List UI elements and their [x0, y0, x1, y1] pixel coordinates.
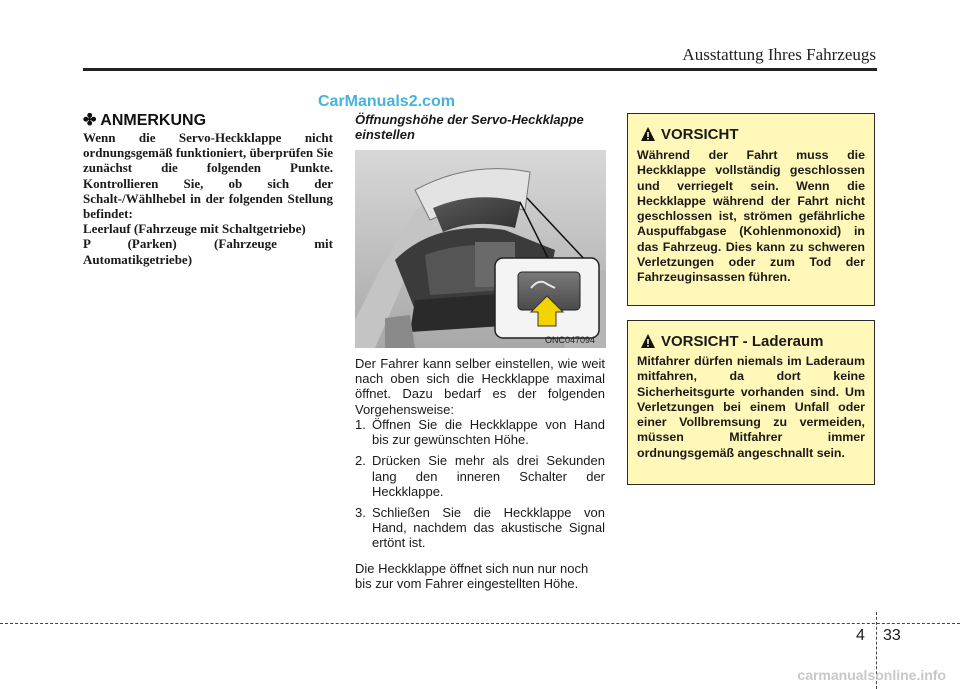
- warning-title: VORSICHT: [661, 126, 739, 143]
- step-number: 3.: [355, 505, 366, 521]
- warning-body: Mitfahrer dürfen niemals im Laderaum mitfahren, da dort keine Sicherheitsgurte vorhanden sind. Um Verletzungen bei einem Unfall oder einer Vollbremsung zu vermeiden, müssen Mitfahrer immer ordnungsgemäß angeschnallt sein.: [637, 354, 865, 460]
- header-rule: [83, 68, 877, 71]
- section-intro: Der Fahrer kann selber einstellen, wie weit nach oben sich die Heckklappe maximal öffnet. Dazu bedarf es der folgenden Vorgehensweise:: [355, 356, 605, 417]
- steps-list: [355, 417, 605, 557]
- watermark-link-top[interactable]: CarManuals2.com: [318, 93, 455, 110]
- note-paragraph: P (Parken) (Fahrzeuge mit Automatikgetriebe): [83, 236, 333, 267]
- step-item: [355, 417, 605, 447]
- footer-rule: [0, 623, 960, 624]
- cross-star-icon: ✤: [83, 112, 101, 129]
- note-paragraph: Wenn die Servo-Heckklappe nicht ordnungsgemäß funktioniert, überprüfen Sie zunächst die folgenden Punkte. Kontrollieren Sie, ob sich der Schalt-/Wählhebel in der folgenden Stellung befindet:: [83, 130, 333, 222]
- step-item: [355, 453, 605, 499]
- note-paragraph: Leerlauf (Fahrzeuge mit Schaltgetriebe): [83, 221, 306, 237]
- step-text: Drücken Sie mehr als drei Sekunden lang den inneren Schalter der Heckklappe.: [372, 453, 605, 499]
- warning-triangle-icon: [640, 126, 656, 142]
- page-number: 33: [883, 627, 901, 644]
- warning-triangle-icon: [640, 333, 656, 349]
- step-number: 2.: [355, 453, 366, 469]
- note-heading-label: ANMERKUNG: [100, 112, 207, 129]
- warning-body: Während der Fahrt muss die Heckklappe vollständig geschlossen und verriegelt sein. Wenn die Heckklappe während der Fahrt nicht geschlossen ist, strömen gefährliche Auspuffabgase (Kohlenmonoxid) in das Fahrzeug. Dies kann zu schweren Verletzungen oder zum Tod der Fahrzeuginsassen führen.: [637, 148, 865, 285]
- step-number: 1.: [355, 417, 366, 432]
- note-heading: [83, 110, 206, 130]
- watermark-link-bottom[interactable]: carmanualsonline.info: [797, 667, 946, 683]
- section-title: Öffnungshöhe der Servo-Heckklappe einstellen: [355, 112, 584, 142]
- section-closing: Die Heckklappe öffnet sich nun nur noch bis zur vom Fahrer eingestellten Höhe.: [355, 561, 589, 592]
- warning-box: [627, 113, 875, 306]
- warning-box-cargo: [627, 320, 875, 485]
- step-text: Öffnen Sie die Heckklappe von Hand bis zur gewünschten Höhe.: [372, 417, 605, 448]
- tailgate-photo: [355, 150, 606, 348]
- warning-title: VORSICHT - Laderaum: [661, 333, 824, 350]
- tailgate-illustration: [355, 150, 606, 348]
- running-header-title: Ausstattung Ihres Fahrzeugs: [682, 45, 876, 64]
- step-text: Schließen Sie die Heckklappe von Hand, nachdem das akustische Signal ertönt ist.: [372, 505, 605, 551]
- chapter-number: 4: [856, 627, 865, 644]
- note-body: [83, 130, 333, 267]
- step-item: [355, 505, 605, 551]
- photo-caption: ONC047094: [545, 335, 596, 345]
